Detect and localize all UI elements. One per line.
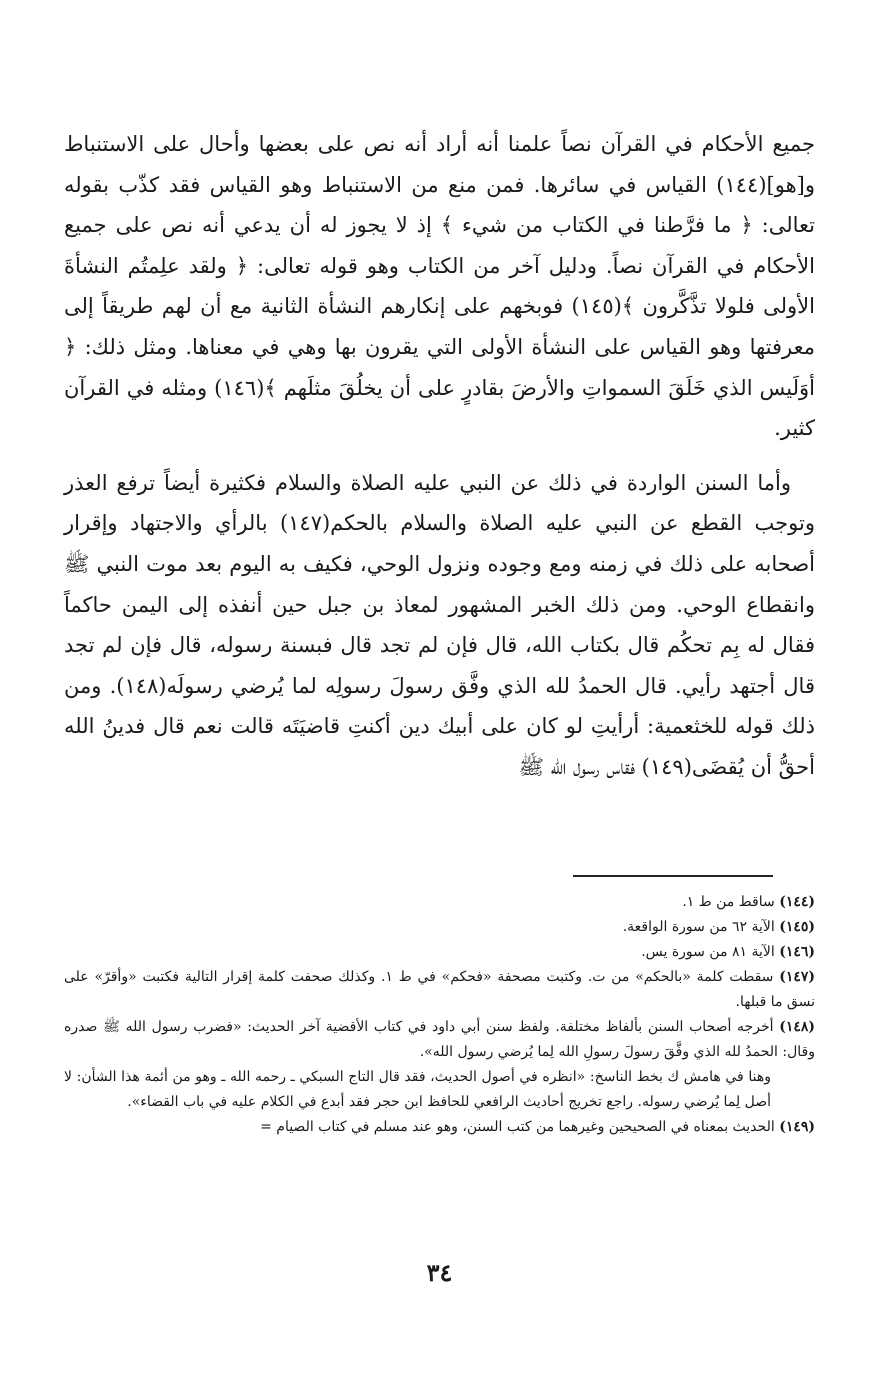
page-number: ٣٤ xyxy=(426,1258,453,1287)
main-text xyxy=(64,124,815,788)
footnote-text: ساقط من ط ١. xyxy=(682,894,775,910)
paragraph-2-text: وأما السنن الواردة في ذلك عن النبي عليه الصلاة والسلام فكثيرة أيضاً ترفع العذر وتوجب القطع عن النبي عليه الصلاة والسلام بالحكم(١٤٧) بالرأي والاجتهاد وإقرار أصحابه على ذلك في زمنه ومع وجوده ونزول الوحي، فكيف به اليوم بعد موت النبي ﷺ وانقطاع الوحي. ومن ذلك الخبر المشهور لمعاذ بن جبل حين أنفذه إلى اليمن حاكماً فقال له بِم تحكُم قال بكتاب الله، قال فإن لم تجد قال فبسنة رسوله، قال فإن لم تجد قال أجتهد رأيي. قال الحمدُ لله الذي وفَّق رسولَ رسولِه لما يُرضي رسولَه(١٤٨). ومن ذلك قوله للخثعمية: أرأيتِ لو كان على أبيك دين أكنتِ قاضيَتَه قالت نعم قال فدينُ الله أحقُّ أن يُقضَى(١٤٩) فقاس رسول الله ﷺ xyxy=(64,470,815,779)
footnote-number: (١٤٤) xyxy=(779,894,815,910)
footnote-number: (١٤٨) xyxy=(779,1019,815,1035)
paragraph-1-text: جميع الأحكام في القرآن نصاً علمنا أنه أراد أنه نص على بعضها وأحال على الاستنباط و[هو](١٤٤) القياس في سائرها. فمن منع من الاستنباط وهو القياس فقد كذّب بقوله تعالى: ﴿ ما فرَّطنا في الكتاب من شيء ﴾ إذ لا يجوز له أن يدعي أنه نص على جميع الأحكام في القرآن نصاً. ودليل آخر من الكتاب وهو قوله تعالى: ﴿ ولقد علِمتُم النشأةَ الأولى فلولا تذَّكَّرون ﴾(١٤٥) فوبخهم على إنكارهم النشأة الثانية مع أن لهم طريقاً إلى معرفتها وهو القياس على النشأة الأولى التي يقرون بها وهي في معناها. ومثل ذلك: ﴿ أوَلَيس الذي خَلَقَ السمواتِ والأرضَ بقادرٍ على أن يخلُقَ مثلَهم ﴾(١٤٦) ومثله في القرآن كثير. xyxy=(64,132,816,441)
paragraph-2 xyxy=(64,463,815,788)
footnote-text: الحديث بمعناه في الصحيحين وغيرهما من كتب السنن، وهو عند مسلم في كتاب الصيام = xyxy=(260,1119,775,1135)
footnote-text: سقطت كلمة «بالحكم» من ت. وكتبت مصحفة «فحكم» في ط ١. وكذلك صحفت كلمة إقرار التالية فكتبت «وأقرّ» على نسق ما قبلها. xyxy=(64,969,815,1010)
footnote-147 xyxy=(64,965,815,1015)
footnote-146 xyxy=(64,940,815,965)
footnote-continuation: وهنا في هامش ك بخط الناسخ: «انظره في أصول الحديث، فقد قال التاج السبكي ـ رحمه الله ـ وهو من أئمة هذا الشأن: لا أصل لِما يُرضي رسوله. راجع تخريج أحاديث الرافعي للحافظ ابن حجر فقد أبدع في الكلام عليه في باب القضاء». xyxy=(64,1069,771,1110)
footnote-text: الآية ٦٢ من سورة الواقعة. xyxy=(622,919,775,935)
footnote-number: (١٤٧) xyxy=(779,969,816,985)
footnote-144 xyxy=(64,890,815,915)
paragraph-1 xyxy=(64,124,815,449)
footnote-145 xyxy=(64,915,815,940)
footnotes xyxy=(64,890,815,1140)
footnote-text: أخرجه أصحاب السنن بألفاظ مختلفة. ولفظ سنن أبي داود في كتاب الأقضية آخر الحديث: «فضرب رسول الله ﷺ صدره وقال: الحمدُ لله الذي وفَّقَ رسولَ رسولِ الله لِما يُرضي رسول الله». xyxy=(64,1019,815,1060)
footnote-text: الآية ٨١ من سورة يس. xyxy=(641,944,775,960)
footnote-number: (١٤٥) xyxy=(779,919,815,935)
footnote-148 xyxy=(64,1015,815,1115)
footnote-separator xyxy=(573,875,773,877)
footnote-number: (١٤٦) xyxy=(779,944,815,960)
footnote-number: (١٤٩) xyxy=(779,1119,815,1135)
footnote-149 xyxy=(64,1115,815,1140)
